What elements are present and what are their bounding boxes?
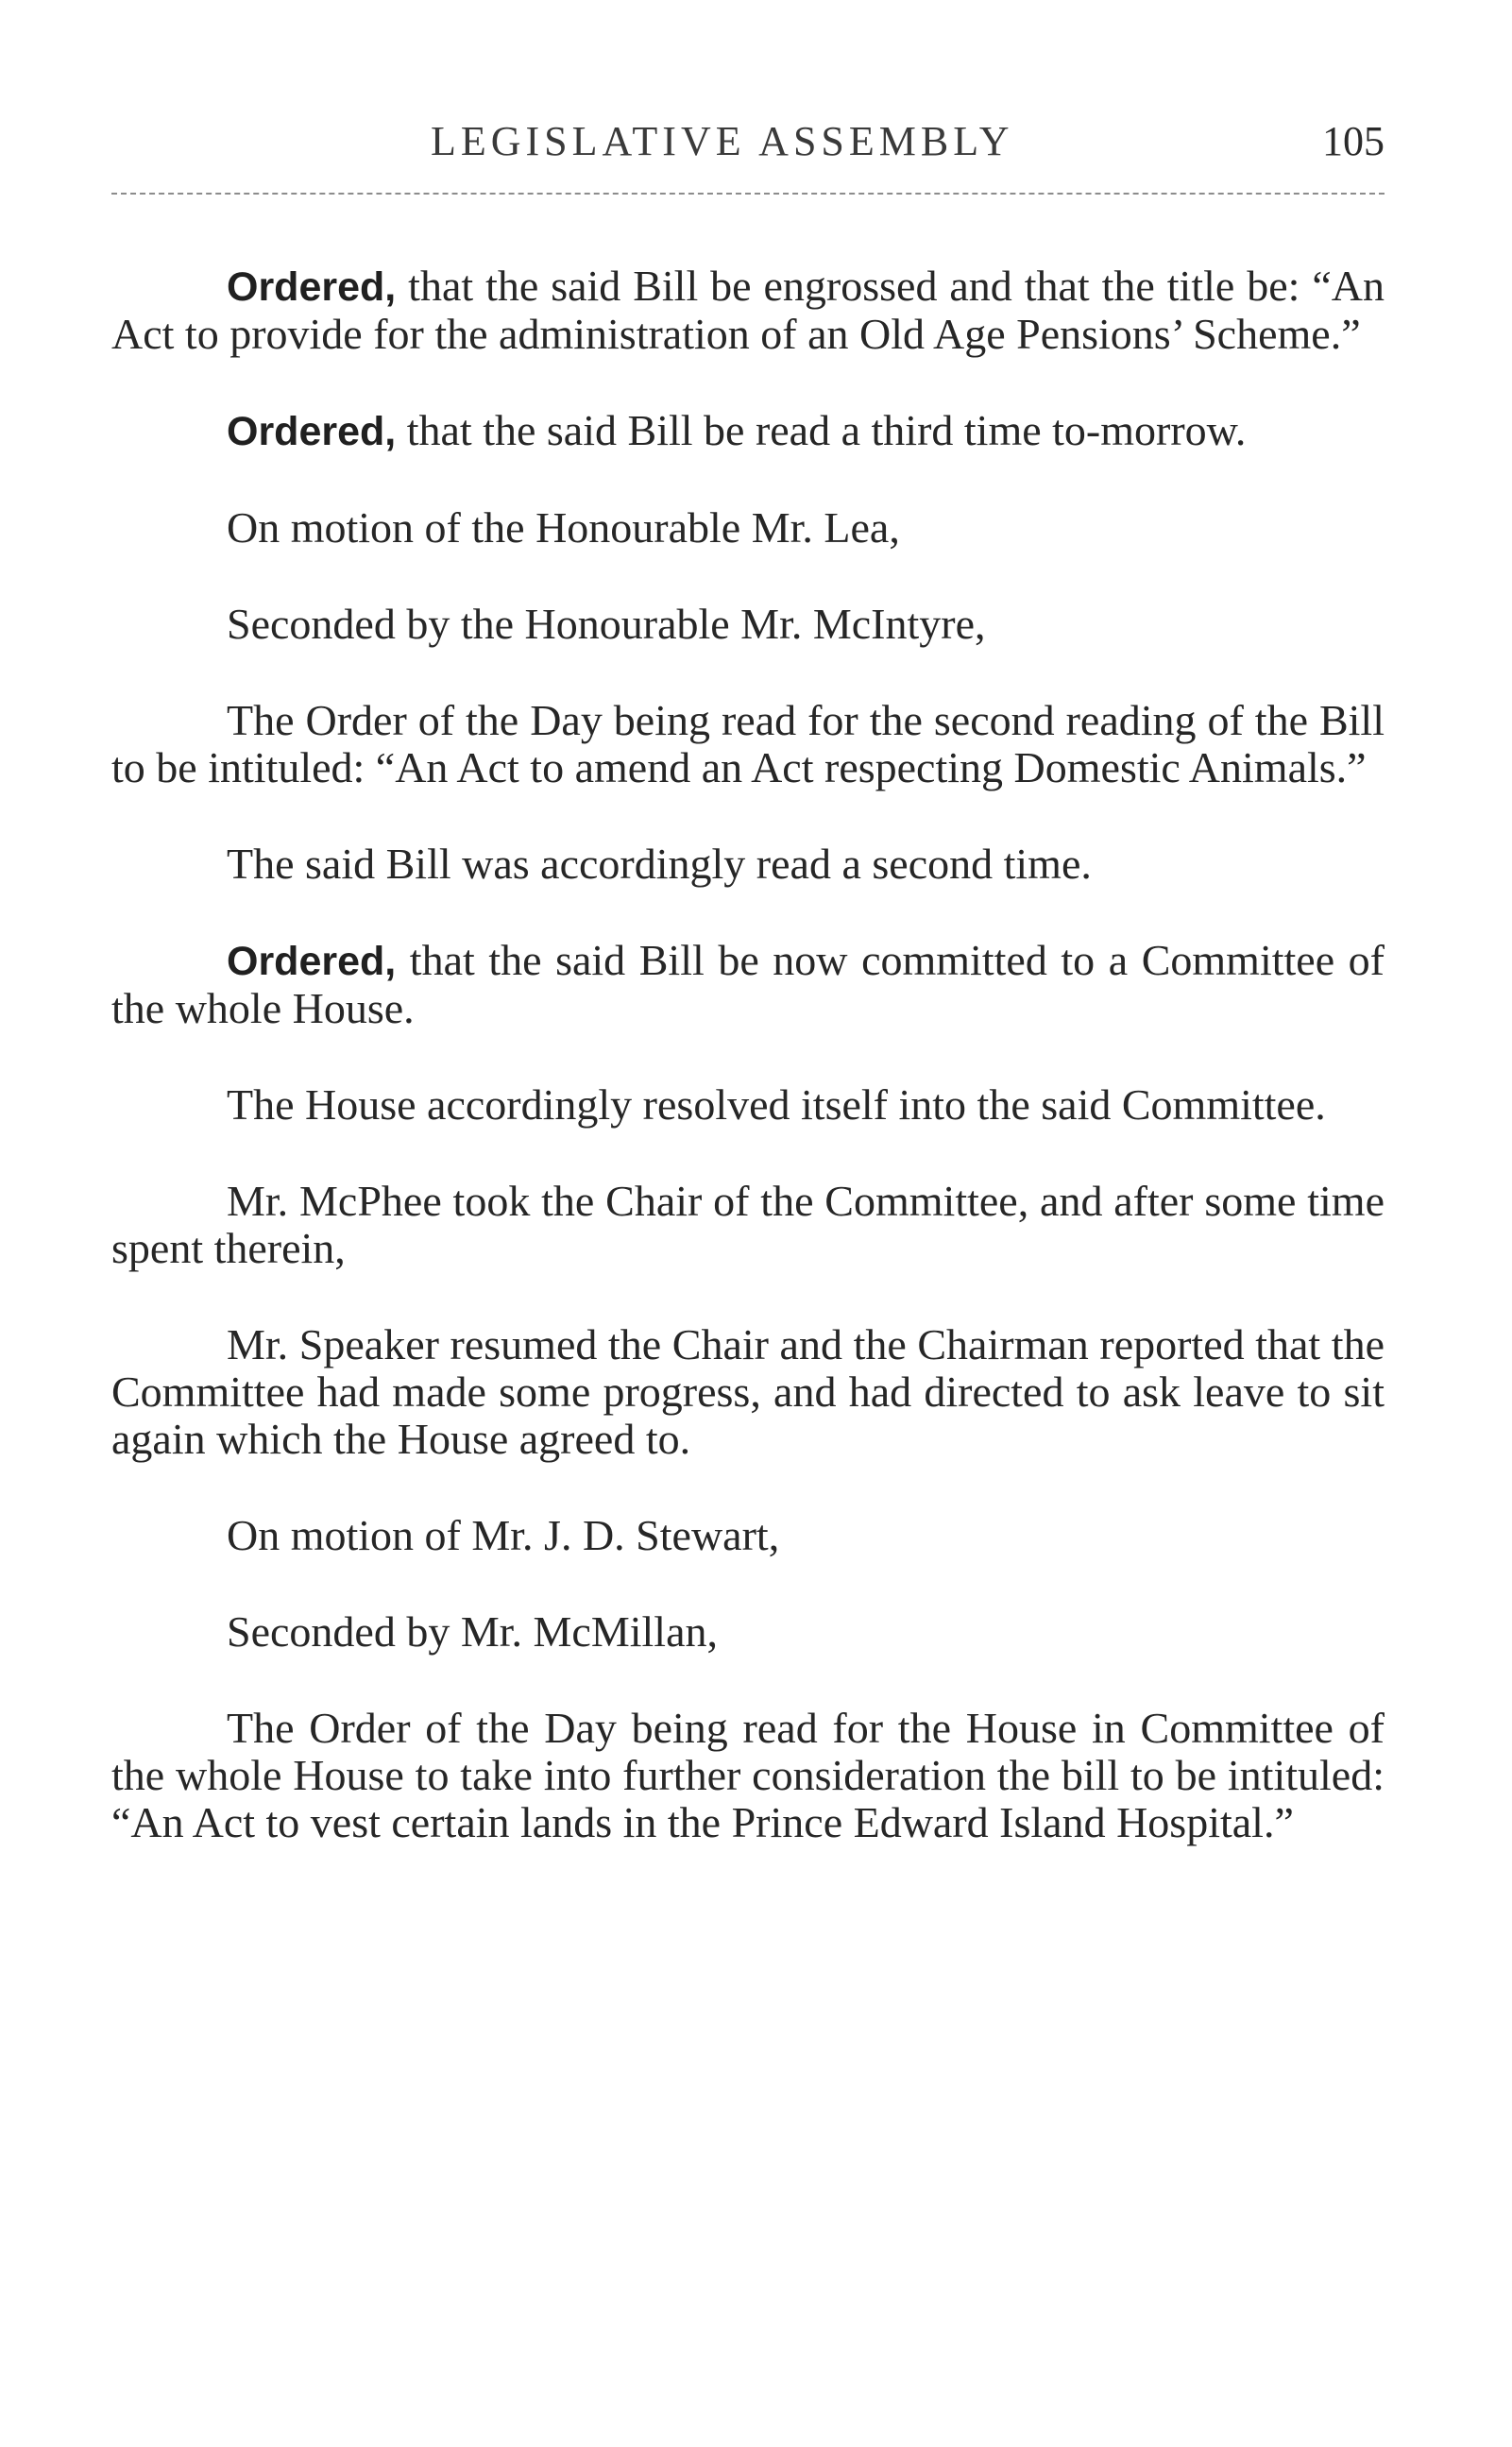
paragraph-text: that the said Bill be now committed to a Committee of the whole House.	[111, 936, 1385, 1032]
paragraph	[111, 504, 1385, 552]
paragraph-text: The House accordingly resolved itself into the said Committee.	[227, 1080, 1326, 1129]
paragraph-text: The Order of the Day being read for the second reading of the Bill to be intituled: “An Act to amend an Act respecting Domestic Animals.”	[111, 696, 1385, 791]
running-title: LEGISLATIVE ASSEMBLY	[431, 118, 1014, 164]
ordered-lead: Ordered,	[227, 409, 397, 454]
paragraph	[111, 601, 1385, 648]
paragraph-text: that the said Bill be engrossed and that the title be: “An Act to provide for the administration of an Old Age Pensions’ Scheme.”	[111, 262, 1385, 358]
paragraph	[111, 263, 1385, 358]
paragraph-text: On motion of the Honourable Mr. Lea,	[227, 503, 900, 552]
body-text	[111, 263, 1385, 1895]
paragraph	[111, 1512, 1385, 1559]
paragraph-text: The Order of the Day being read for the House in Committee of the whole House to take into further consideration the bill to be intituled: “An Act to vest certain lands in the Prince Edward Island Hospital.”	[111, 1704, 1385, 1846]
paragraph	[111, 1081, 1385, 1129]
paragraph	[111, 1178, 1385, 1272]
ordered-lead: Ordered,	[227, 264, 397, 310]
paragraph	[111, 937, 1385, 1032]
paragraph	[111, 841, 1385, 888]
paragraph	[111, 1608, 1385, 1656]
header-rule	[111, 193, 1385, 195]
paragraph-text: On motion of Mr. J. D. Stewart,	[227, 1511, 780, 1559]
paragraph	[111, 407, 1385, 455]
paragraph	[111, 697, 1385, 791]
paragraph-text: Seconded by the Honourable Mr. McIntyre,	[227, 600, 986, 648]
paragraph-text: Seconded by Mr. McMillan,	[227, 1607, 718, 1656]
paragraph	[111, 1705, 1385, 1846]
page-number: 105	[1322, 118, 1385, 164]
page-header	[111, 117, 1385, 178]
paragraph-text: that the said Bill be read a third time to-morrow.	[396, 406, 1247, 454]
paragraph	[111, 1321, 1385, 1463]
paragraph-text: Mr. McPhee took the Chair of the Committee, and after some time spent therein,	[111, 1177, 1385, 1272]
paragraph-text: Mr. Speaker resumed the Chair and the Chairman reported that the Committee had made some progress, and had directed to ask leave to sit again which the House agreed to.	[111, 1320, 1385, 1463]
paragraph-text: The said Bill was accordingly read a second time.	[227, 840, 1092, 888]
ordered-lead: Ordered,	[227, 939, 397, 984]
